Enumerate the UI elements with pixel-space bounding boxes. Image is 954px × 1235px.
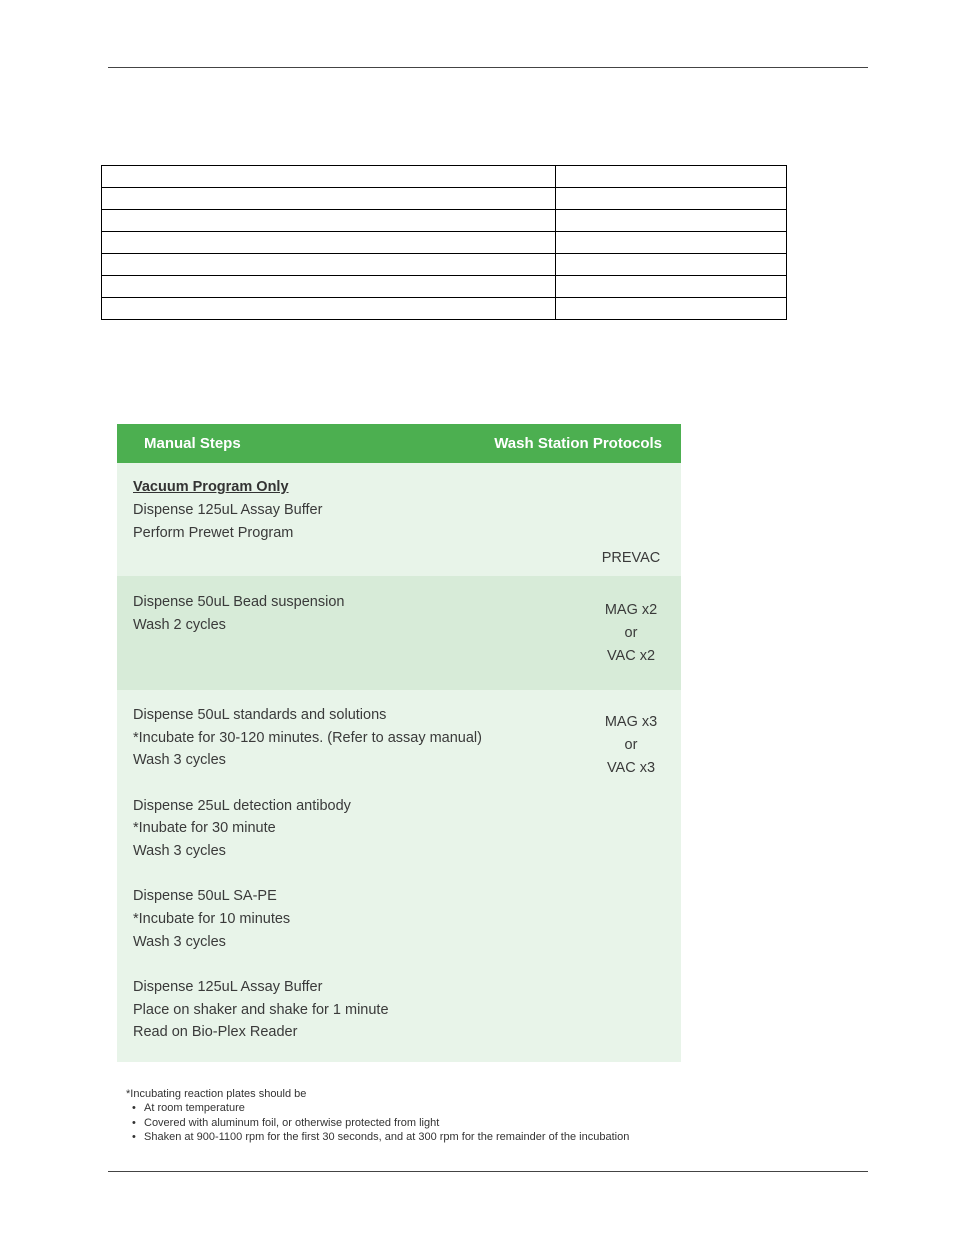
table-cell <box>556 298 787 320</box>
footnote-list <box>126 1101 629 1145</box>
header-rule <box>108 67 868 68</box>
table-row <box>102 276 787 298</box>
table-row <box>102 254 787 276</box>
table-cell <box>556 276 787 298</box>
table-cell <box>102 298 556 320</box>
protocol-label <box>601 599 661 668</box>
table-row <box>102 232 787 254</box>
step-line: Read on Bio-Plex Reader <box>133 1024 298 1040</box>
step-line: Dispense 25uL detection antibody <box>133 798 351 814</box>
footer-rule <box>108 1171 868 1172</box>
protocol-text: VAC x2 <box>606 648 656 664</box>
table-cell <box>556 166 787 188</box>
wash-protocol-panel <box>117 424 681 1062</box>
table-cell <box>102 276 556 298</box>
table-cell <box>102 232 556 254</box>
step-line: Wash 3 cycles <box>133 752 226 768</box>
protocol-label <box>601 711 661 780</box>
step-line: Wash 3 cycles <box>133 934 226 950</box>
list-item: • At room temperature <box>144 1101 629 1116</box>
protocol-text: MAG x3 <box>604 714 658 730</box>
table-cell <box>556 210 787 232</box>
footnote-title: *Incubating reaction plates should be <box>126 1088 307 1100</box>
table-row <box>102 188 787 210</box>
step-line: Dispense 125uL Assay Buffer <box>133 502 323 518</box>
list-item: • Shaken at 900-1100 rpm for the first 30 seconds, and at 300 rpm for the remainder of the incubation <box>144 1130 629 1145</box>
step-line: Dispense 50uL SA-PE <box>133 888 277 904</box>
empty-table <box>101 165 787 320</box>
table-cell <box>556 232 787 254</box>
protocol-text: PREVAC <box>601 550 661 566</box>
protocol-text: VAC x3 <box>606 760 656 776</box>
table-row <box>102 166 787 188</box>
step-line: Wash 2 cycles <box>133 617 226 633</box>
protocol-text: or <box>624 625 638 641</box>
section-vacuum-prewet <box>117 463 681 576</box>
incubation-footnote <box>126 1087 629 1145</box>
panel-header <box>117 424 681 463</box>
step-line: *Incubate for 30-120 minutes. (Refer to assay manual) <box>133 730 482 746</box>
section-assay-steps <box>117 690 681 1062</box>
step-line: *Inubate for 30 minute <box>133 820 276 836</box>
step-line: Place on shaker and shake for 1 minute <box>133 1002 389 1018</box>
header-wash-station-protocols: Wash Station Protocols <box>494 435 662 452</box>
table-cell <box>102 166 556 188</box>
protocol-label <box>601 547 661 570</box>
step-line: Perform Prewet Program <box>133 525 294 541</box>
step-line: Dispense 125uL Assay Buffer <box>133 979 323 995</box>
table-cell <box>102 254 556 276</box>
header-manual-steps: Manual Steps <box>144 435 241 452</box>
section-bead-suspension <box>117 576 681 690</box>
table-cell <box>102 188 556 210</box>
list-item: • Covered with aluminum foil, or otherwise protected from light <box>144 1116 629 1131</box>
step-line: Wash 3 cycles <box>133 843 226 859</box>
protocol-text: or <box>624 737 638 753</box>
table-row <box>102 210 787 232</box>
protocol-text: MAG x2 <box>604 602 658 618</box>
table-cell <box>556 254 787 276</box>
step-line: *Incubate for 10 minutes <box>133 911 291 927</box>
table-cell <box>102 210 556 232</box>
table-row <box>102 298 787 320</box>
step-heading: Vacuum Program Only <box>133 479 289 495</box>
step-line: Dispense 50uL standards and solutions <box>133 707 387 723</box>
step-line: Dispense 50uL Bead suspension <box>133 594 345 610</box>
table-cell <box>556 188 787 210</box>
